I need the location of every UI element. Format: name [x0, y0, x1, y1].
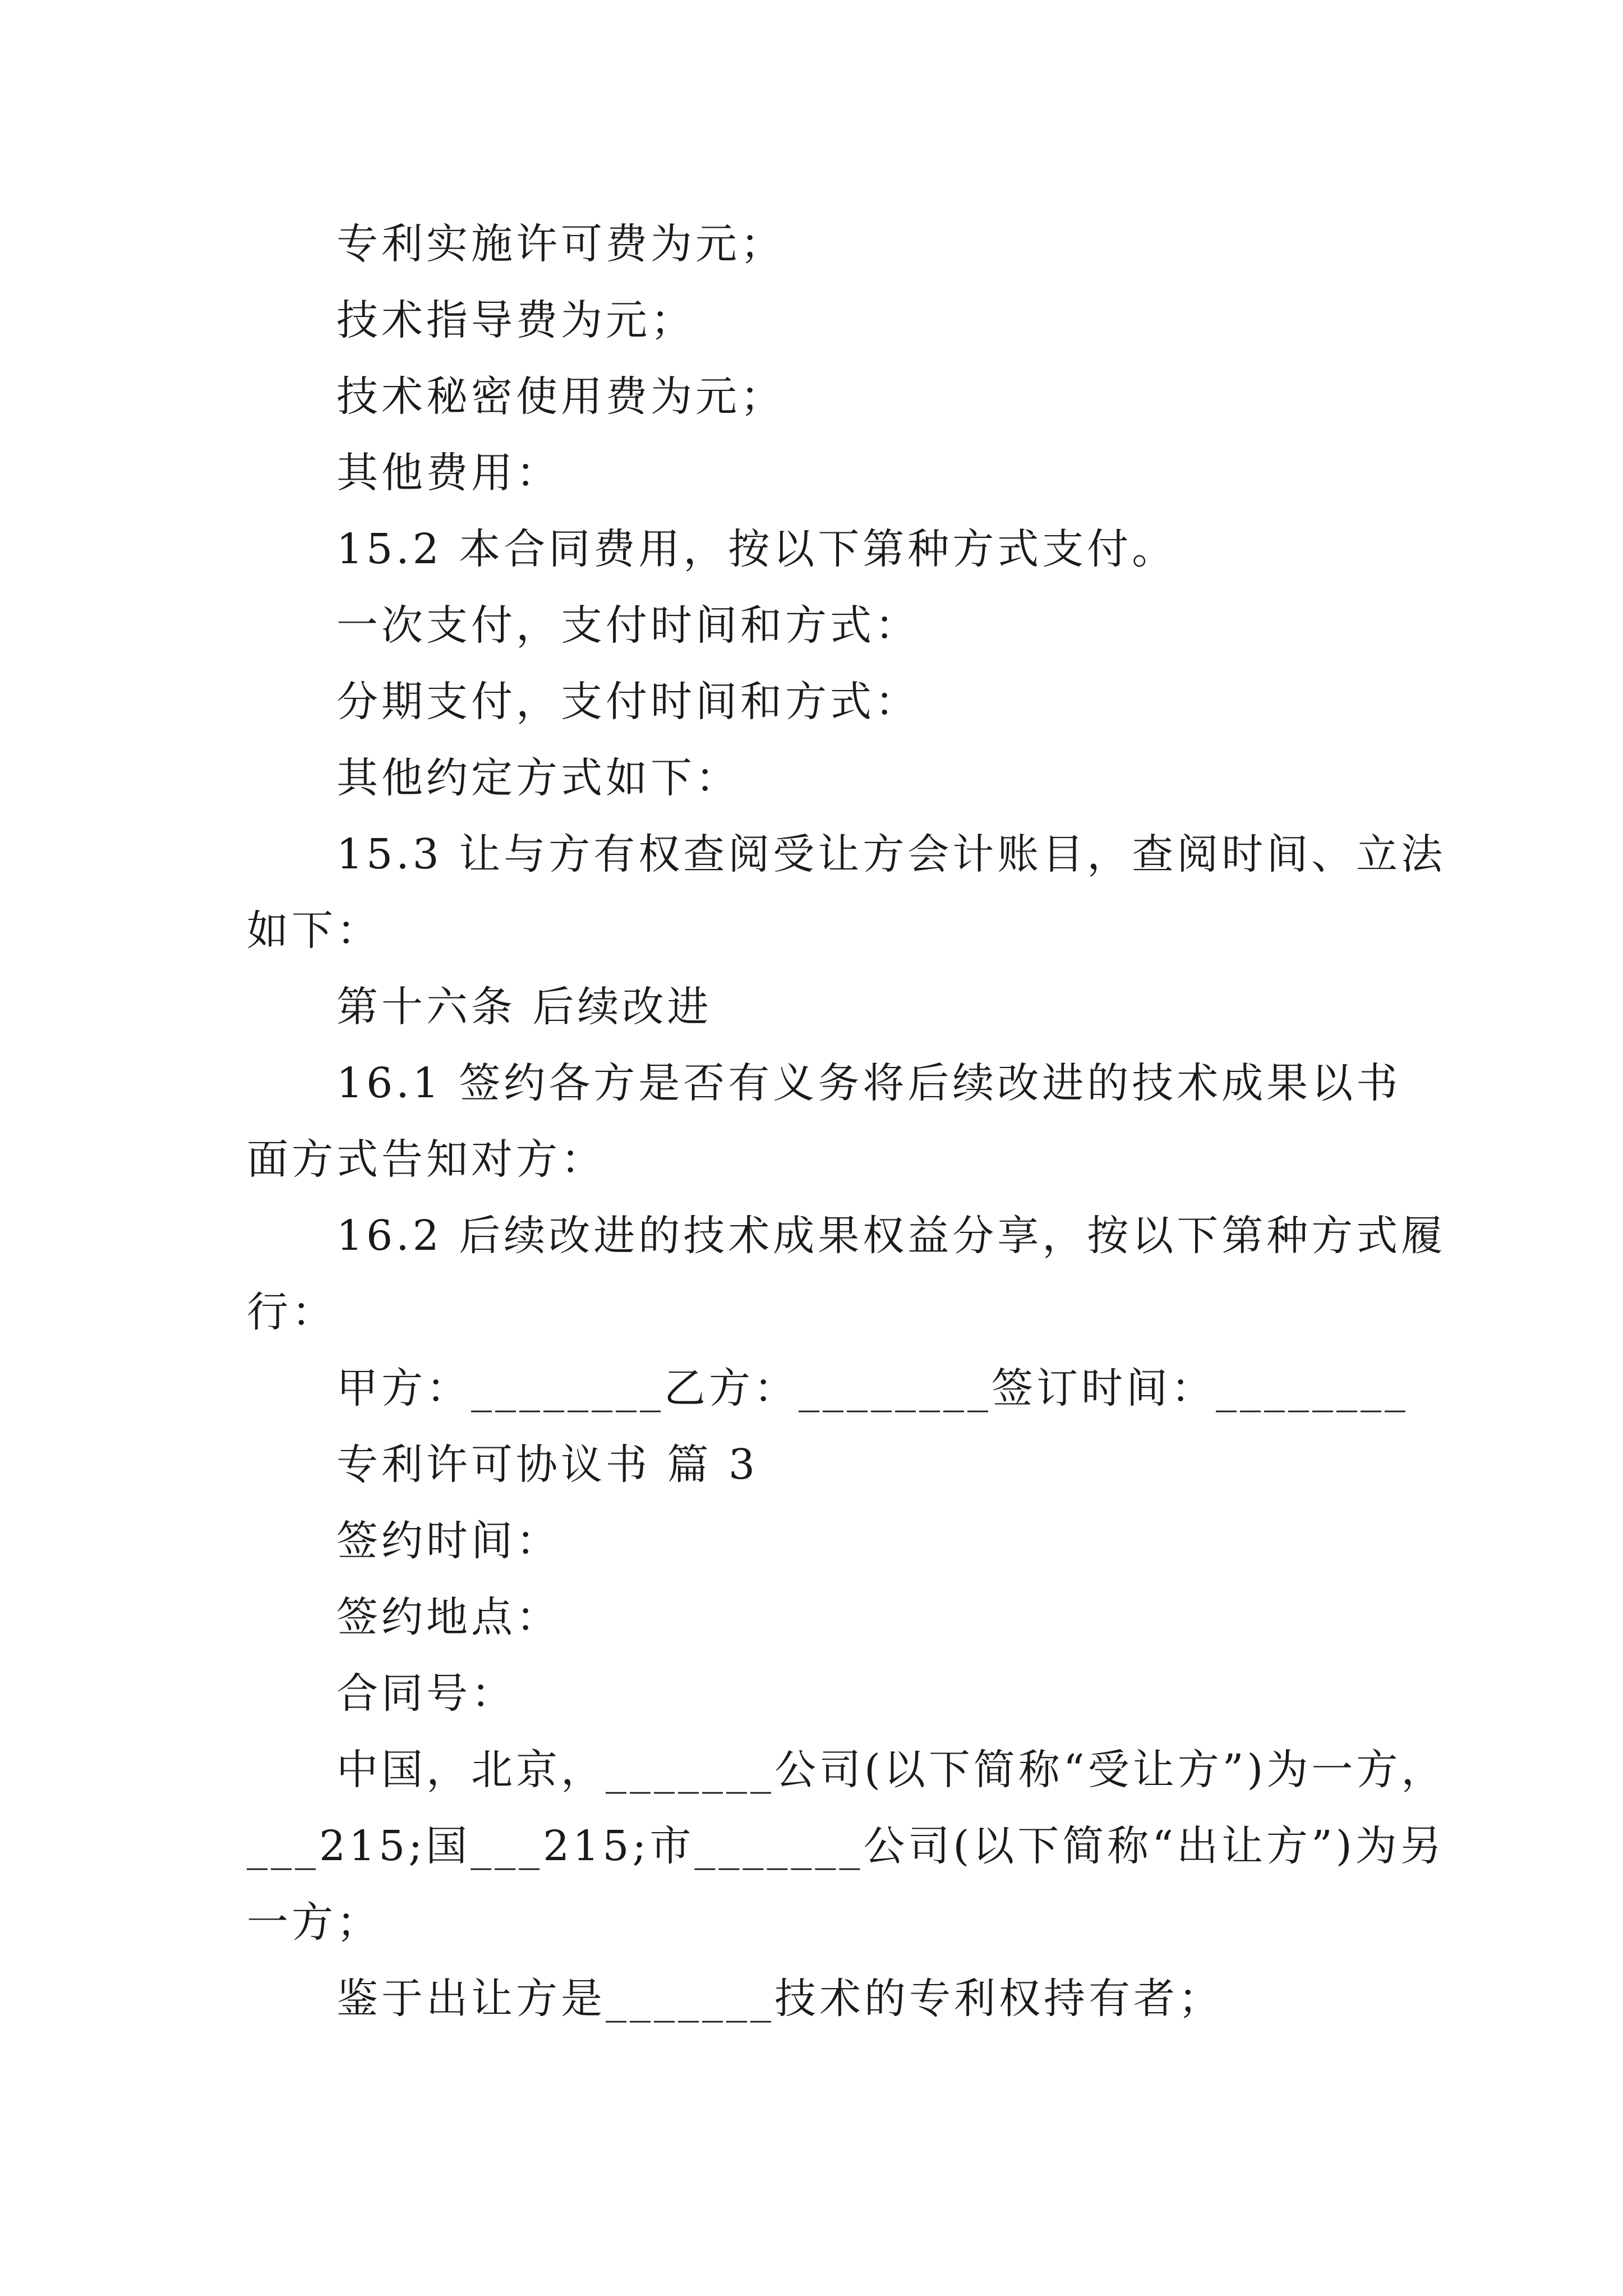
paragraph-line: 15.2 本合同费用，按以下第种方式支付。 [336, 525, 1177, 573]
paragraph-line: 其他费用： [336, 449, 561, 497]
paragraph-line: 专利实施许可费为元； [336, 220, 785, 268]
paragraph-line: 鉴于出让方是_______技术的专利权持有者； [336, 1975, 1223, 2023]
paragraph-line: 签约时间： [336, 1517, 561, 1565]
paragraph-line: 合同号： [336, 1669, 516, 1718]
paragraph-line: 中国，北京，_______公司(以下简称“受让方”)为一方， [336, 1746, 1446, 1794]
paragraph-line: 一次支付，支付时间和方式： [336, 601, 920, 650]
paragraph-line: 签约地点： [336, 1593, 561, 1641]
paragraph-line: 行： [247, 1288, 336, 1336]
paragraph-line: 15.3 让与方有权查阅受让方会计账目，查阅时间、立法 [336, 830, 1446, 878]
paragraph-line: 分期支付，支付时间和方式： [336, 678, 920, 726]
signature-line: 甲方：________乙方：________签订时间：________ [336, 1364, 1409, 1412]
paragraph-line: 技术指导费为元； [336, 296, 695, 344]
paragraph-line: 一方； [247, 1898, 381, 1947]
paragraph-line: 技术秘密使用费为元； [336, 372, 785, 421]
paragraph-line: 面方式告知对方： [247, 1135, 606, 1184]
section-heading: 专利许可协议书 篇 3 [336, 1441, 759, 1489]
section-heading: 第十六条 后续改进 [336, 983, 712, 1031]
paragraph-line: 如下： [247, 907, 381, 955]
paragraph-line: 16.1 签约各方是否有义务将后续改进的技术成果以书 [336, 1059, 1401, 1107]
paragraph-line: 其他约定方式如下： [336, 754, 740, 802]
paragraph-line: 16.2 后续改进的技术成果权益分享，按以下第种方式履 [336, 1212, 1446, 1260]
paragraph-line: ___215;国___215;市_______公司(以下简称“出让方”)为另 [247, 1822, 1445, 1870]
